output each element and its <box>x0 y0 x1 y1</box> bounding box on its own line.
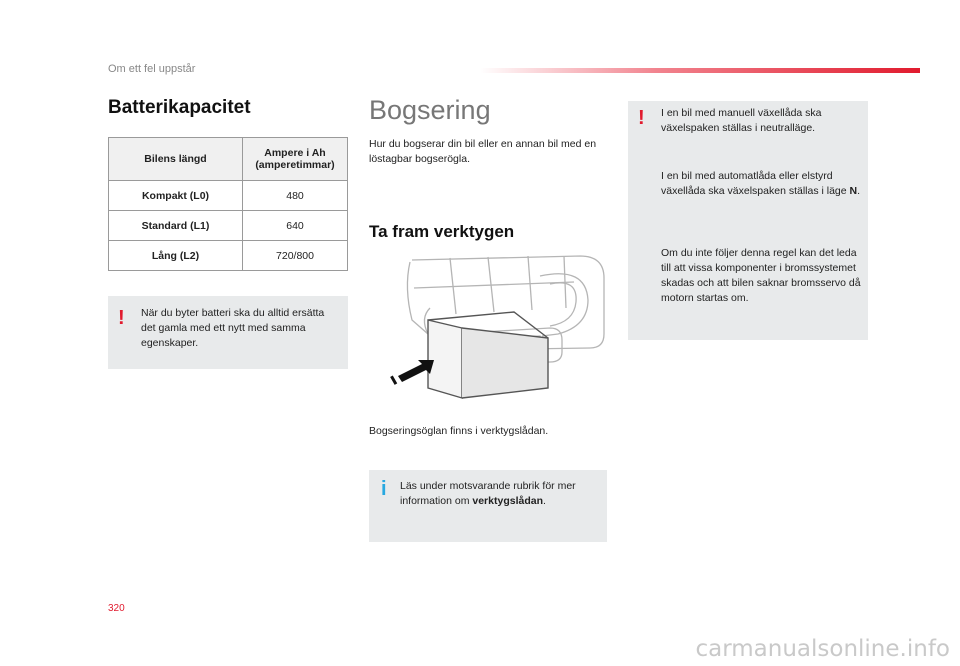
auto-text-bold: N <box>849 185 858 197</box>
info-text-prefix: Läs under motsvarande rubrik för mer information om <box>400 480 576 507</box>
toolbox-info-text <box>400 479 600 509</box>
cell-length: Lång (L2) <box>109 241 243 271</box>
header-rule <box>480 68 920 73</box>
seat-toolbox-illustration <box>390 248 610 408</box>
info-icon: i <box>381 478 387 500</box>
toolbox-info-note <box>369 470 607 542</box>
table-row <box>109 211 348 241</box>
automatic-gearbox-text <box>661 169 861 199</box>
column-header-ampere: Ampere i Ah (amperetimmar) <box>243 138 348 181</box>
brake-warning-text: Om du inte följer denna regel kan det leda till att vissa komponenter i bromssystemet skadas och att bilen saknar bromsservo då motorn startas om. <box>661 247 861 304</box>
cell-ampere: 480 <box>243 181 348 211</box>
info-text-bold: verktygslådan <box>472 495 543 507</box>
battery-title: Batterikapacitet <box>108 97 251 118</box>
column-header-length: Bilens längd <box>109 138 243 181</box>
exclamation-icon: ! <box>118 307 125 329</box>
cell-length: Kompakt (L0) <box>109 181 243 211</box>
cell-ampere: 720/800 <box>243 241 348 271</box>
table-header-row <box>109 138 348 181</box>
watermark: carmanualsonline.info <box>695 636 950 662</box>
gearbox-warning-note <box>628 101 868 340</box>
manual-gearbox-text: I en bil med manuell växellåda ska växelspaken ställas i neutralläge. <box>661 107 822 134</box>
table-row <box>109 181 348 211</box>
auto-text-prefix: I en bil med automatlåda eller elstyrd växellåda ska växelspaken ställas i läge <box>661 170 850 197</box>
tow-eye-location: Bogseringsöglan finns i verktygslådan. <box>369 425 549 437</box>
table-row <box>109 241 348 271</box>
cell-ampere: 640 <box>243 211 348 241</box>
battery-table <box>108 137 348 271</box>
auto-text-suffix: . <box>857 185 861 197</box>
battery-warning-note <box>108 296 348 369</box>
cell-length: Standard (L1) <box>109 211 243 241</box>
section-header: Om ett fel uppstår <box>108 63 196 75</box>
tools-subtitle: Ta fram verktygen <box>369 222 515 241</box>
battery-warning-text: När du byter batteri ska du alltid ersätta det gamla med ett nytt med samma egenskaper. <box>141 307 325 349</box>
towing-intro: Hur du bogserar din bil eller en annan bil med en löstagbar bogserögla. <box>369 138 597 165</box>
towing-title: Bogsering <box>369 95 491 125</box>
info-text-suffix: . <box>543 495 546 507</box>
exclamation-icon: ! <box>638 107 645 129</box>
page-number: 320 <box>108 603 125 614</box>
